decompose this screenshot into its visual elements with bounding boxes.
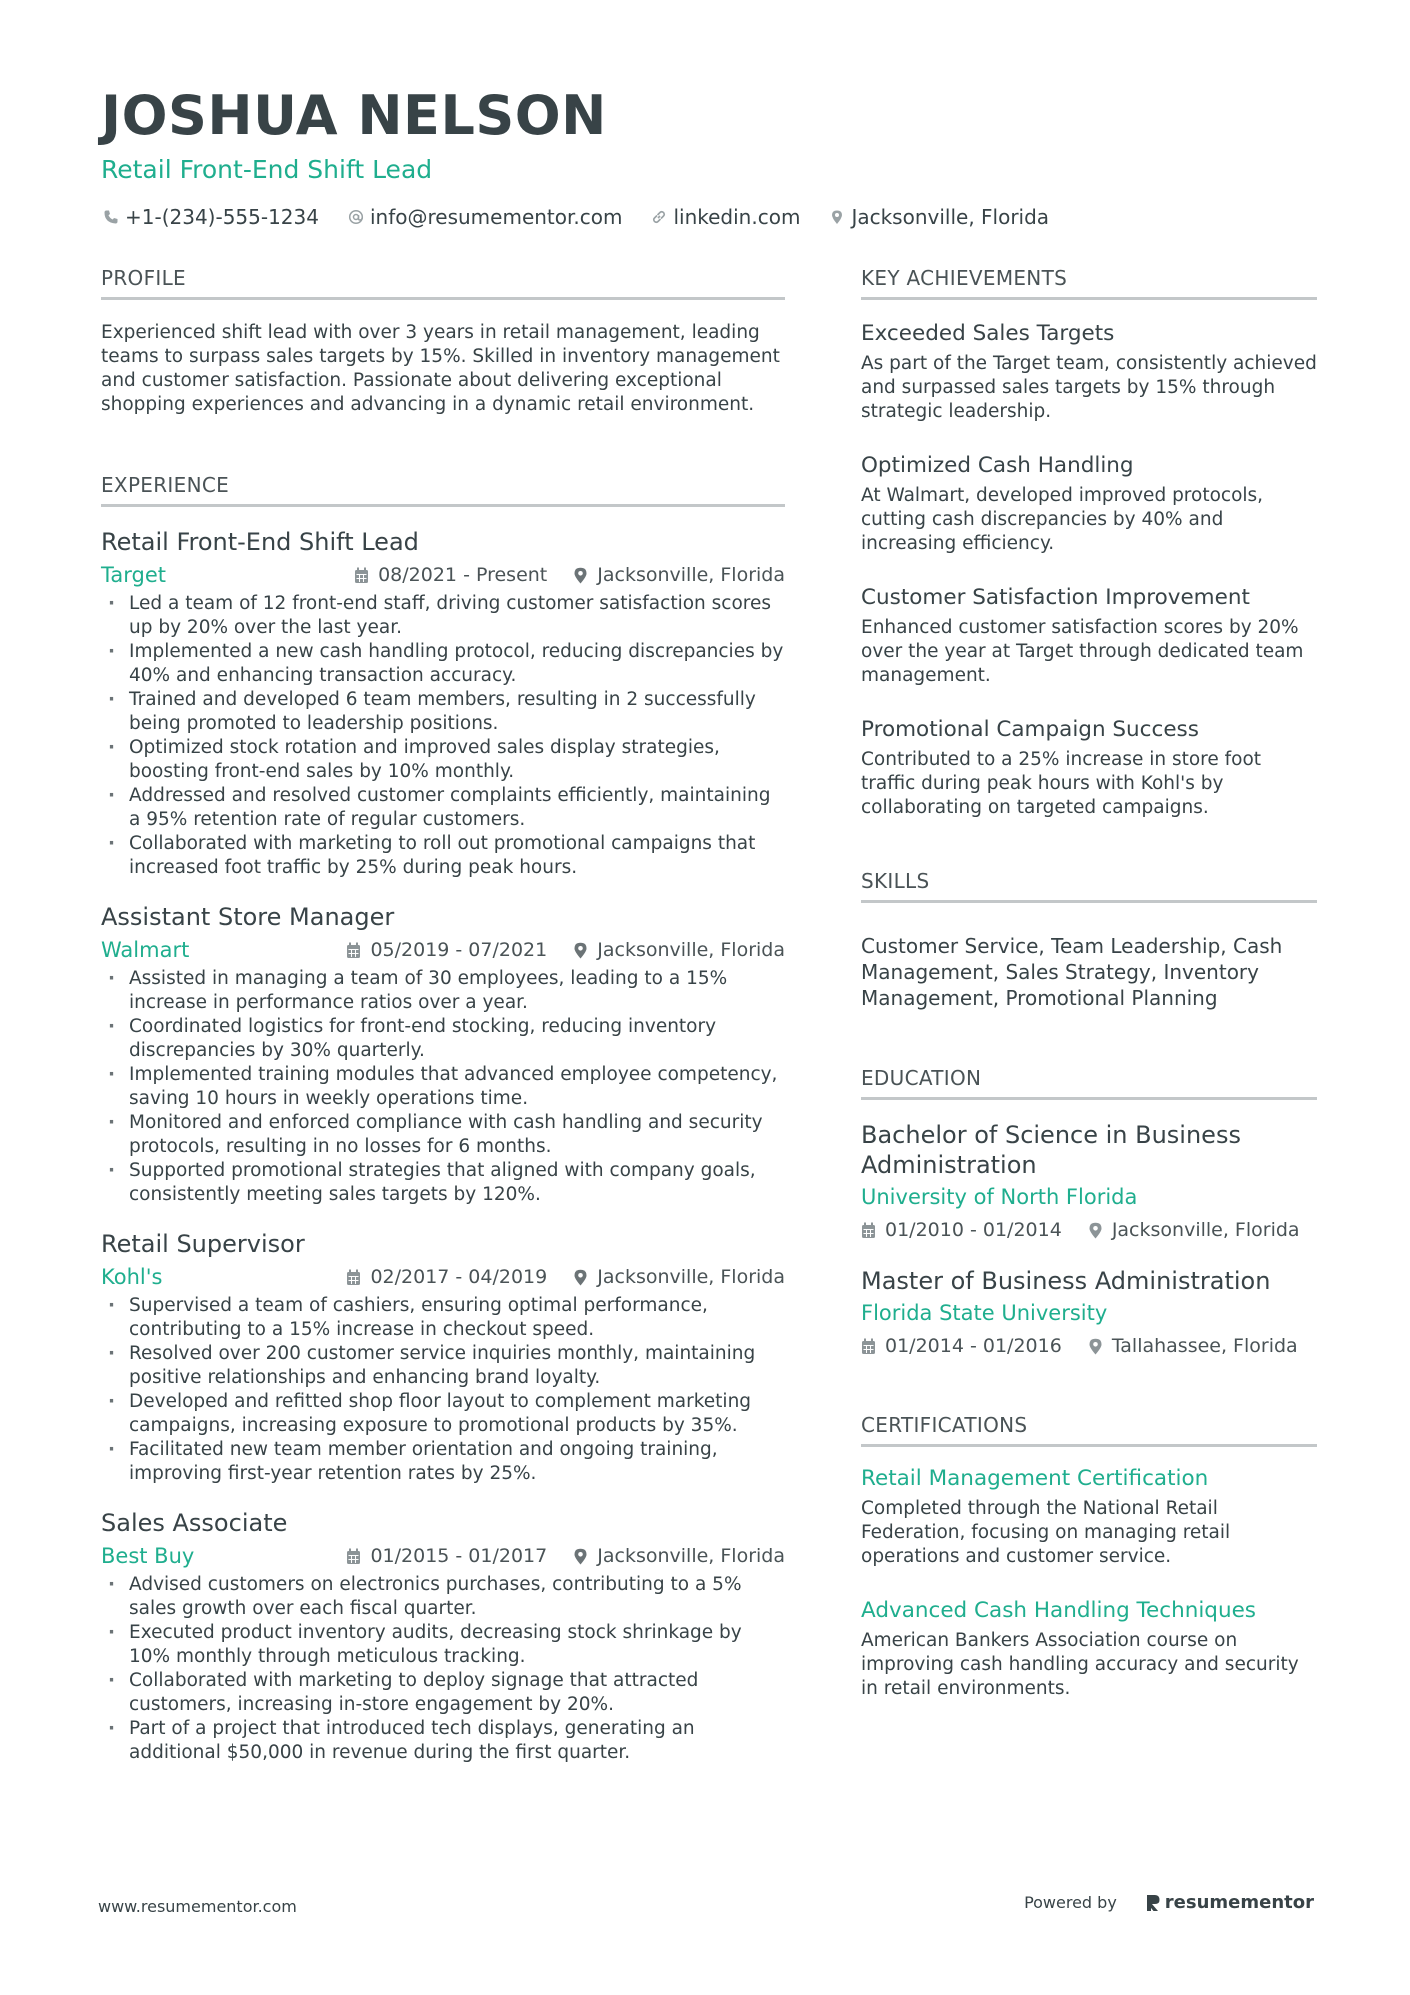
certification-title: Advanced Cash Handling Techniques — [861, 1598, 1257, 1623]
job-bullets — [101, 1294, 785, 1486]
education-meta — [861, 1332, 1317, 1360]
job-meta — [101, 936, 785, 964]
education-item — [861, 1266, 1317, 1360]
job-bullets — [101, 967, 785, 1207]
bullet-item: · Supported promotional strategies that aligned with company goals, consistently meeting sales targets by 120%. — [101, 1159, 785, 1207]
contact-email-text: info@resumementor.com — [369, 205, 623, 229]
brand-name: resumementor — [1164, 1892, 1314, 1913]
job-bullets — [101, 592, 785, 880]
bullet-item: · Supervised a team of cashiers, ensuring optimal performance, contributing to a 15% increase in checkout speed. — [101, 1294, 785, 1342]
degree-title: Bachelor of Science in Business Administration — [861, 1121, 1241, 1179]
job-date-text: 08/2021 - Present — [378, 564, 548, 586]
experience-section — [101, 472, 785, 1765]
company-name: Best Buy — [101, 1544, 195, 1568]
bullet-item: · Collaborated with marketing to deploy signage that attracted customers, increasing in-store engagement by 20%. — [101, 1669, 785, 1717]
achievements-heading: KEY ACHIEVEMENTS — [861, 265, 1317, 300]
job-date-text: 02/2017 - 04/2019 — [370, 1266, 548, 1288]
contact-location-text: Jacksonville, Florida — [851, 205, 1050, 229]
bullet-item: · Monitored and enforced compliance with cash handling and security protocols, resulting in no losses for 6 months. — [101, 1111, 785, 1159]
certification-item — [861, 1465, 1317, 1569]
certification-desc: Completed through the National Retail Federation, focusing on managing retail operations and customer service. — [861, 1498, 1231, 1567]
bullet-item: · Implemented a new cash handling protocol, reducing discrepancies by 40% and enhancing transaction accuracy. — [101, 640, 785, 688]
achievement-title: Customer Satisfaction Improvement — [861, 585, 1250, 610]
location-icon — [1088, 1338, 1103, 1355]
education-location — [1088, 1335, 1298, 1357]
job-location-text: Jacksonville, Florida — [597, 1266, 785, 1288]
skills-heading: SKILLS — [861, 868, 1317, 903]
right-column — [861, 265, 1317, 1701]
education-item — [861, 1120, 1317, 1244]
job-location-text: Jacksonville, Florida — [597, 1545, 785, 1567]
job-date — [346, 1545, 547, 1567]
bullet-item: · Assisted in managing a team of 30 employees, leading to a 15% increase in performance ratios over a year. — [101, 967, 785, 1015]
location-icon — [1088, 1222, 1103, 1239]
achievement-desc: As part of the Target team, consistently achieved and surpassed sales targets by 15% through strategic leadership. — [861, 353, 1317, 422]
education-date-text: 01/2014 - 01/2016 — [885, 1335, 1062, 1357]
job-title: Retail Front-End Shift Lead — [101, 528, 419, 556]
calendar-icon — [354, 567, 369, 584]
job-title: Sales Associate — [101, 1509, 288, 1537]
job-entry — [101, 527, 785, 880]
bullet-item: · Implemented training modules that advanced employee competency, saving 10 hours in weekly operations time. — [101, 1063, 785, 1111]
job-location — [573, 1545, 785, 1567]
location-icon — [573, 942, 588, 959]
job-entry — [101, 902, 785, 1207]
bullet-item: · Advised customers on electronics purchases, contributing to a 5% sales growth over each fiscal quarter. — [101, 1573, 785, 1621]
contact-linkedin-text: linkedin.com — [673, 205, 801, 229]
job-date-text: 05/2019 - 07/2021 — [370, 939, 548, 961]
company-name: Target — [101, 563, 166, 587]
certification-desc: American Bankers Association course on improving cash handling accuracy and security in retail environments. — [861, 1630, 1299, 1699]
job-title: Retail Supervisor — [101, 1230, 305, 1258]
job-location — [573, 939, 785, 961]
bullet-item: · Facilitated new team member orientation and ongoing training, improving first-year retention rates by 25%. — [101, 1438, 785, 1486]
education-location-text: Tallahassee, Florida — [1111, 1335, 1298, 1357]
brand-logo[interactable] — [1145, 1892, 1314, 1913]
skills-text: Customer Service, Team Leadership, Cash Management, Sales Strategy, Inventory Management, Promotional Planning — [861, 934, 1283, 1010]
achievement-title: Promotional Campaign Success — [861, 717, 1199, 742]
profile-section — [101, 265, 785, 417]
job-title: Assistant Store Manager — [101, 903, 395, 931]
bullet-item: · Optimized stock rotation and improved sales display strategies, boosting front-end sales by 10% monthly. — [101, 736, 785, 784]
calendar-icon — [346, 1269, 361, 1286]
job-entry — [101, 1508, 785, 1765]
contact-phone[interactable] — [101, 205, 319, 229]
email-icon — [346, 207, 366, 227]
achievement-item — [861, 584, 1317, 688]
certifications-section — [861, 1412, 1317, 1701]
education-date — [861, 1219, 1062, 1241]
candidate-name: JOSHUA NELSON — [101, 84, 607, 147]
job-subtitle: Retail Front-End Shift Lead — [101, 155, 433, 184]
achievement-title: Exceeded Sales Targets — [861, 321, 1115, 346]
achievement-desc: Contributed to a 25% increase in store foot traffic during peak hours with Kohl's by collaborating on targeted campaigns. — [861, 749, 1262, 818]
job-meta — [101, 561, 785, 589]
achievement-title: Optimized Cash Handling — [861, 453, 1134, 478]
bullet-item: · Executed product inventory audits, decreasing stock shrinkage by 10% monthly through meticulous tracking. — [101, 1621, 785, 1669]
powered-by-label: Powered by — [1024, 1893, 1117, 1912]
bullet-item: · Led a team of 12 front-end staff, driving customer satisfaction scores up by 20% over the last year. — [101, 592, 785, 640]
certification-item — [861, 1597, 1317, 1701]
job-location-text: Jacksonville, Florida — [597, 564, 785, 586]
job-bullets — [101, 1573, 785, 1765]
degree-title: Master of Business Administration — [861, 1267, 1271, 1295]
location-icon — [573, 567, 588, 584]
bullet-item: · Trained and developed 6 team members, resulting in 2 successfully being promoted to leadership positions. — [101, 688, 785, 736]
bullet-item: · Addressed and resolved customer complaints efficiently, maintaining a 95% retention rate of regular customers. — [101, 784, 785, 832]
education-section — [861, 1065, 1317, 1360]
header — [101, 86, 1311, 232]
education-heading: EDUCATION — [861, 1065, 1317, 1100]
job-date — [346, 1266, 547, 1288]
experience-heading: EXPERIENCE — [101, 472, 785, 507]
bullet-item: · Coordinated logistics for front-end stocking, reducing inventory discrepancies by 30% quarterly. — [101, 1015, 785, 1063]
bullet-item: · Collaborated with marketing to roll out promotional campaigns that increased foot traffic by 25% during peak hours. — [101, 832, 785, 880]
school-name: Florida State University — [861, 1301, 1108, 1325]
job-date — [346, 939, 547, 961]
achievements-section — [861, 265, 1317, 820]
phone-icon — [101, 207, 121, 227]
job-location-text: Jacksonville, Florida — [597, 939, 785, 961]
education-date — [861, 1335, 1062, 1357]
job-entry — [101, 1229, 785, 1486]
contact-phone-text: +1-(234)-555-1234 — [125, 205, 319, 229]
calendar-icon — [346, 1548, 361, 1565]
achievement-item — [861, 320, 1317, 424]
achievement-item — [861, 452, 1317, 556]
job-date — [354, 564, 547, 586]
job-meta — [101, 1263, 785, 1291]
calendar-icon — [861, 1222, 876, 1239]
location-icon — [573, 1269, 588, 1286]
contact-linkedin[interactable] — [649, 205, 800, 229]
company-name: Walmart — [101, 938, 190, 962]
left-column — [101, 265, 785, 1765]
resumementor-logo-icon — [1145, 1893, 1161, 1913]
education-location-text: Jacksonville, Florida — [1111, 1219, 1300, 1241]
calendar-icon — [861, 1338, 876, 1355]
school-name: University of North Florida — [861, 1185, 1138, 1209]
education-meta — [861, 1216, 1317, 1244]
profile-text: Experienced shift lead with over 3 years in retail management, leading teams to surpass sales targets by 15%. Skilled in inventory management and customer satisfaction. Passionate about delivering exceptional shopping experiences and advancing in a dynamic retail environment. — [101, 322, 780, 415]
company-name: Kohl's — [101, 1265, 163, 1289]
job-date-text: 01/2015 - 01/2017 — [370, 1545, 548, 1567]
link-icon — [649, 207, 669, 227]
contact-bar — [101, 202, 1311, 232]
bullet-item: · Resolved over 200 customer service inquiries monthly, maintaining positive relationships and enhancing brand loyalty. — [101, 1342, 785, 1390]
profile-heading: PROFILE — [101, 265, 785, 300]
location-icon — [827, 207, 847, 227]
education-location — [1088, 1219, 1300, 1241]
bullet-item: · Part of a project that introduced tech displays, generating an additional $50,000 in revenue during the first quarter. — [101, 1717, 785, 1765]
contact-location — [827, 205, 1049, 229]
job-location — [573, 564, 785, 586]
certifications-heading: CERTIFICATIONS — [861, 1412, 1317, 1447]
location-icon — [573, 1548, 588, 1565]
contact-email[interactable] — [346, 205, 622, 229]
footer-website[interactable]: www.resumementor.com — [98, 1897, 297, 1916]
education-date-text: 01/2010 - 01/2014 — [885, 1219, 1062, 1241]
footer-branding — [1024, 1892, 1314, 1913]
job-location — [573, 1266, 785, 1288]
skills-section — [861, 868, 1317, 1011]
achievement-item — [861, 716, 1317, 820]
achievement-desc: Enhanced customer satisfaction scores by 20% over the year at Target through dedicated team management. — [861, 617, 1304, 686]
bullet-item: · Developed and refitted shop floor layout to complement marketing campaigns, increasing exposure to promotional products by 35%. — [101, 1390, 785, 1438]
calendar-icon — [346, 942, 361, 959]
certification-title: Retail Management Certification — [861, 1466, 1209, 1491]
job-meta — [101, 1542, 785, 1570]
achievement-desc: At Walmart, developed improved protocols, cutting cash discrepancies by 40% and increasing efficiency. — [861, 485, 1264, 554]
